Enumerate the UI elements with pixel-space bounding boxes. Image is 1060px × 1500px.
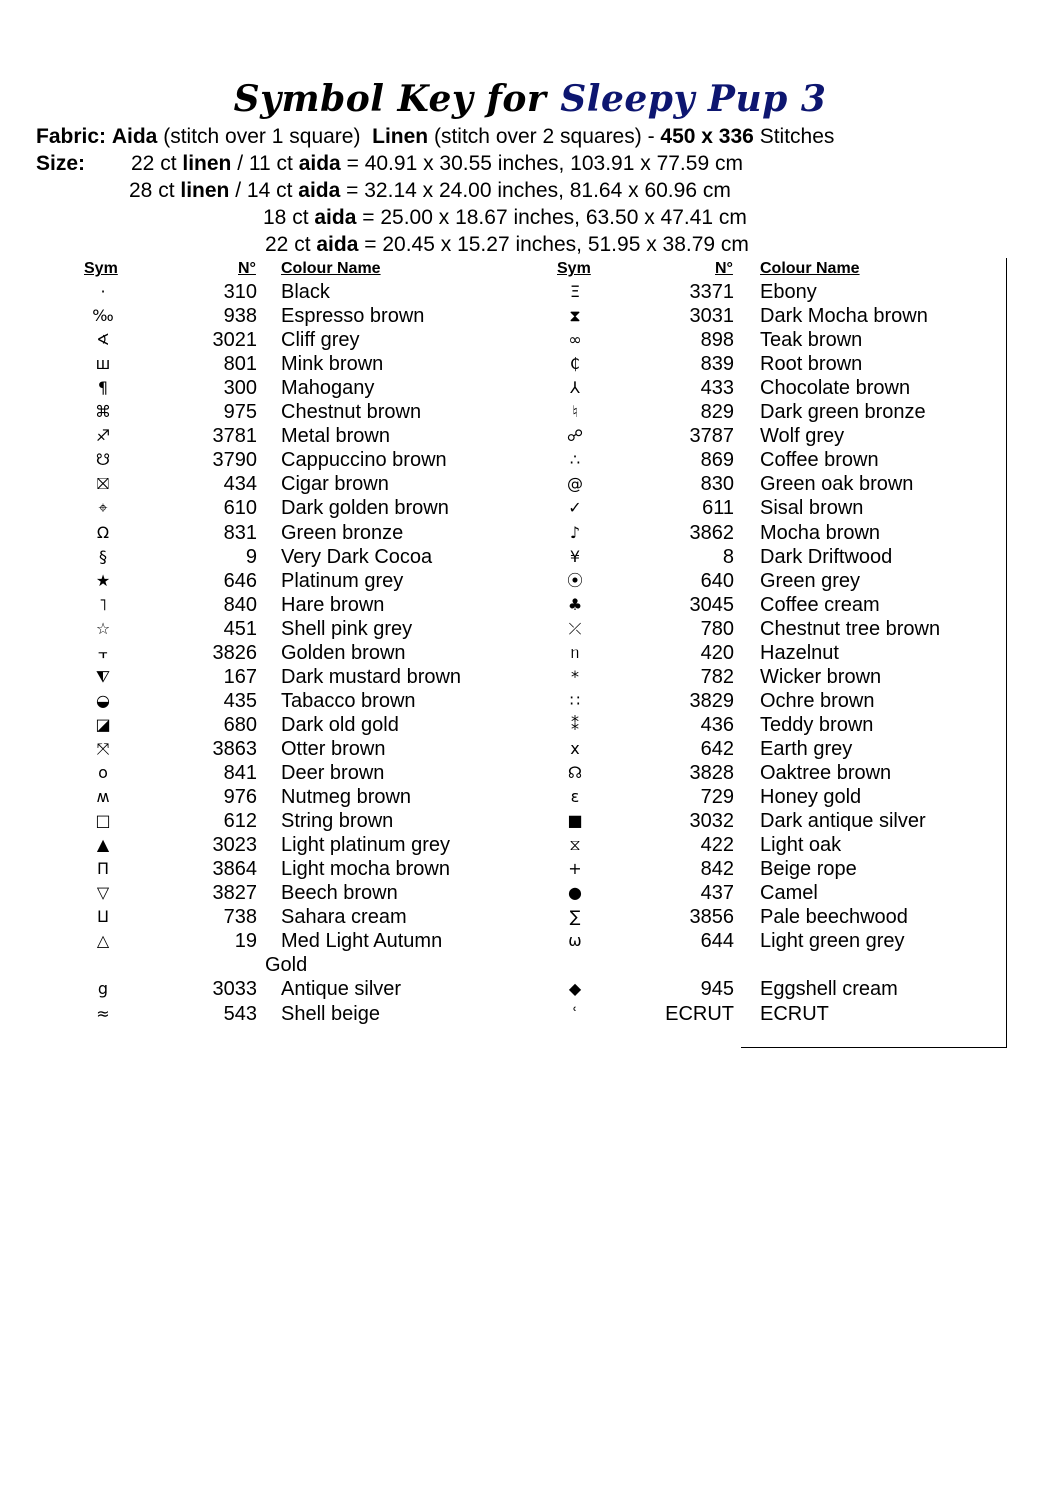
colour-name: Nutmeg brown bbox=[281, 786, 412, 809]
header-name-left: Colour Name bbox=[281, 260, 381, 277]
fabric-linen: Linen bbox=[372, 125, 429, 148]
colour-number: 830 bbox=[700, 473, 734, 496]
colour-number: 3856 bbox=[689, 906, 734, 929]
symbol-icon: ω bbox=[568, 931, 582, 951]
header-num-left: N° bbox=[238, 260, 256, 277]
symbol-icon: ʿ bbox=[572, 1003, 578, 1023]
symbol-icon: § bbox=[99, 546, 107, 566]
size-count: 28 ct bbox=[129, 179, 175, 202]
colour-name: Root brown bbox=[760, 353, 863, 376]
size-count: / 11 ct bbox=[237, 152, 293, 175]
colour-name: Camel bbox=[760, 882, 818, 905]
colour-name: Dark mustard brown bbox=[281, 665, 462, 688]
symbol-icon: ⦿ bbox=[566, 570, 583, 590]
colour-name: Coffee brown bbox=[760, 449, 879, 472]
size-label: Size: bbox=[36, 152, 86, 175]
fabric-label: Fabric: bbox=[36, 125, 107, 148]
symbol-icon: ▽ bbox=[96, 883, 110, 903]
size-count: 22 ct bbox=[265, 233, 311, 256]
symbol-icon: ◆ bbox=[568, 979, 582, 999]
colour-name: Green grey bbox=[760, 569, 861, 592]
size-dimensions: = 40.91 x 30.55 inches, 103.91 x 77.59 cm bbox=[346, 152, 743, 175]
size-line bbox=[263, 206, 747, 230]
symbol-icon: ∢ bbox=[96, 330, 110, 350]
header-num-right: N° bbox=[715, 260, 733, 277]
symbol-icon: ⌘ bbox=[95, 402, 111, 422]
colour-number: 831 bbox=[223, 521, 257, 544]
colour-number: 8 bbox=[722, 545, 734, 568]
colour-number: 869 bbox=[700, 449, 734, 472]
colour-number: 898 bbox=[700, 329, 734, 352]
colour-name: Oaktree brown bbox=[760, 762, 892, 784]
colour-number: 640 bbox=[700, 569, 734, 592]
colour-name: Platinum grey bbox=[281, 569, 404, 592]
colour-number: 3863 bbox=[212, 737, 257, 760]
colour-number: 839 bbox=[700, 353, 734, 376]
symbol-icon: ☍ bbox=[566, 426, 584, 446]
colour-number: 945 bbox=[700, 978, 734, 1001]
symbol-icon: x bbox=[570, 738, 580, 758]
colour-name: Hare brown bbox=[281, 593, 385, 616]
colour-name: Ochre brown bbox=[760, 689, 875, 712]
symbol-icon: Ξ bbox=[569, 282, 581, 301]
colour-number: 3862 bbox=[689, 521, 734, 544]
colour-number: 842 bbox=[700, 858, 734, 881]
size-dimensions: = 25.00 x 18.67 inches, 63.50 x 47.41 cm bbox=[362, 206, 747, 229]
colour-name: Mahogany bbox=[281, 377, 375, 400]
symbol-icon: ☆ bbox=[95, 618, 111, 638]
symbol-icon: ⧖ bbox=[569, 835, 581, 855]
symbol-icon: ⵡ bbox=[96, 907, 110, 927]
symbol-icon: ⧗ bbox=[569, 306, 581, 326]
colour-number: 437 bbox=[700, 882, 734, 905]
symbol-icon: ш bbox=[95, 354, 111, 374]
symbol-icon: ⌖ bbox=[98, 498, 108, 518]
colour-number: 612 bbox=[223, 810, 257, 833]
colour-number: 3787 bbox=[689, 425, 734, 448]
symbol-icon: ₵ bbox=[569, 354, 581, 374]
colour-number: 840 bbox=[223, 593, 257, 616]
colour-name: Chestnut brown bbox=[281, 401, 422, 424]
symbol-icon: ■ bbox=[567, 811, 583, 831]
colour-name: Black bbox=[281, 281, 330, 303]
symbol-icon: o bbox=[98, 763, 108, 782]
colour-number: 543 bbox=[223, 1002, 257, 1025]
symbol-icon: ▲ bbox=[96, 835, 110, 855]
colour-name: Coffee cream bbox=[760, 593, 880, 616]
symbol-icon: Π bbox=[96, 859, 110, 879]
colour-number: 3790 bbox=[212, 449, 257, 472]
colour-name: Beige rope bbox=[760, 858, 857, 881]
colour-name: Pale beechwood bbox=[760, 906, 908, 929]
colour-number: 610 bbox=[223, 497, 257, 520]
colour-number: 3371 bbox=[689, 281, 734, 303]
colour-name: Beech brown bbox=[281, 882, 398, 905]
stitches-label: Stitches bbox=[759, 125, 835, 148]
colour-name: Antique silver bbox=[281, 978, 402, 1001]
colour-number: 167 bbox=[223, 665, 257, 688]
colour-number: 738 bbox=[223, 906, 257, 929]
symbol-icon: ☋ bbox=[95, 450, 111, 470]
colour-number: 3032 bbox=[689, 810, 734, 833]
colour-name: Light green grey bbox=[760, 930, 905, 953]
colour-number: 434 bbox=[223, 473, 257, 496]
colour-number: 3021 bbox=[212, 329, 257, 352]
colour-number: 729 bbox=[700, 786, 734, 809]
colour-name: Hazelnut bbox=[760, 641, 839, 664]
title-pattern-name: Sleepy Pup 3 bbox=[560, 78, 827, 120]
symbol-icon: ˥ bbox=[99, 594, 107, 614]
symbol-icon: ‰ bbox=[92, 306, 114, 326]
size-fabric: linen bbox=[182, 152, 232, 175]
symbol-icon: * bbox=[571, 666, 579, 686]
fabric-aida-note: (stitch over 1 square) bbox=[163, 125, 361, 148]
colour-number: 310 bbox=[223, 281, 257, 303]
colour-number: 422 bbox=[700, 834, 734, 857]
colour-number: 3864 bbox=[212, 858, 257, 881]
symbol-icon: ∑ bbox=[569, 907, 581, 927]
size-fabric: aida bbox=[314, 206, 357, 229]
header-sym-left: Sym bbox=[84, 260, 118, 277]
colour-number: 451 bbox=[223, 617, 257, 640]
symbol-icon: ⤫ bbox=[568, 618, 582, 638]
symbol-icon: ¶ bbox=[97, 378, 109, 398]
fabric-aida: Aida bbox=[111, 125, 158, 148]
colour-name: Dark old gold bbox=[281, 713, 399, 736]
symbol-icon: ⁑ bbox=[571, 714, 579, 734]
colour-name: Wicker brown bbox=[760, 665, 882, 688]
symbol-icon: ∷ bbox=[569, 690, 581, 710]
colour-number: 420 bbox=[700, 641, 734, 664]
colour-name: Light platinum grey bbox=[281, 834, 450, 857]
size-fabric: aida bbox=[298, 179, 341, 202]
colour-name: Dark Driftwood bbox=[760, 545, 893, 568]
colour-number: 841 bbox=[223, 762, 257, 784]
size-line bbox=[265, 233, 749, 257]
symbol-icon: ⛝ bbox=[96, 474, 110, 494]
colour-number: 829 bbox=[700, 401, 734, 424]
colour-name: Honey gold bbox=[760, 786, 862, 809]
colour-name: Mocha brown bbox=[760, 521, 881, 544]
colour-name: Espresso brown bbox=[281, 305, 425, 328]
symbol-icon: @ bbox=[567, 474, 583, 494]
colour-number: 436 bbox=[700, 713, 734, 736]
colour-name: Green oak brown bbox=[760, 473, 914, 496]
symbol-icon: ¥ bbox=[569, 546, 581, 566]
colour-number: 782 bbox=[700, 665, 734, 688]
colour-name: Dark green bronze bbox=[760, 401, 926, 424]
symbol-icon: Ω bbox=[96, 522, 110, 542]
size-fabric: aida bbox=[316, 233, 359, 256]
symbol-icon: ● bbox=[568, 883, 582, 903]
colour-name: Green bronze bbox=[281, 521, 404, 544]
colour-number: 976 bbox=[223, 786, 257, 809]
right-border bbox=[1006, 258, 1007, 1048]
colour-number: 3826 bbox=[212, 641, 257, 664]
size-line bbox=[131, 152, 743, 176]
colour-number: 975 bbox=[223, 401, 257, 424]
colour-name: Metal brown bbox=[281, 425, 390, 448]
symbol-icon: ✓ bbox=[568, 498, 582, 518]
symbol-icon: ≈ bbox=[96, 1003, 110, 1023]
symbol-icon: · bbox=[100, 282, 106, 301]
bottom-border bbox=[741, 1047, 1007, 1048]
size-count: 18 ct bbox=[263, 206, 309, 229]
symbol-icon: ♣ bbox=[567, 594, 583, 614]
colour-name: Ebony bbox=[760, 281, 817, 303]
colour-number: 9 bbox=[245, 545, 257, 568]
symbol-icon: ♐ bbox=[95, 426, 111, 446]
size-fabric: aida bbox=[298, 152, 341, 175]
colour-number: 3781 bbox=[212, 425, 257, 448]
symbol-icon: ⧨ bbox=[95, 666, 111, 686]
colour-name: Light oak bbox=[760, 834, 842, 857]
symbol-icon: ∞ bbox=[568, 330, 582, 350]
symbol-icon: ◪ bbox=[95, 714, 111, 734]
colour-name: Teddy brown bbox=[760, 713, 874, 736]
title-prefix: Symbol Key for bbox=[233, 78, 547, 120]
colour-number: 3829 bbox=[689, 689, 734, 712]
colour-number: 3828 bbox=[689, 762, 734, 784]
symbol-icon: ♮ bbox=[572, 402, 578, 422]
fabric-line bbox=[36, 125, 834, 149]
colour-number: 433 bbox=[700, 377, 734, 400]
colour-name: Chocolate brown bbox=[760, 377, 911, 400]
colour-name: Sahara cream bbox=[281, 906, 407, 929]
colour-number: 3045 bbox=[689, 593, 734, 616]
colour-name: Eggshell cream bbox=[760, 978, 898, 1001]
colour-name: Dark Mocha brown bbox=[760, 305, 928, 328]
colour-number: ECRUT bbox=[665, 1002, 734, 1025]
symbol-icon: ★ bbox=[95, 570, 111, 590]
colour-name: Teak brown bbox=[760, 329, 863, 352]
colour-name: Chestnut tree brown bbox=[760, 617, 941, 640]
symbol-icon: ∴ bbox=[569, 450, 581, 470]
symbol-icon: ᥒ bbox=[570, 642, 580, 662]
colour-name: Earth grey bbox=[760, 737, 853, 760]
colour-name: Wolf grey bbox=[760, 425, 845, 448]
symbol-icon: ⅄ bbox=[570, 378, 580, 398]
colour-name: Shell beige bbox=[281, 1002, 380, 1025]
colour-number: 780 bbox=[700, 617, 734, 640]
symbol-icon: △ bbox=[96, 931, 110, 951]
colour-name: Shell pink grey bbox=[281, 617, 413, 640]
colour-number: 300 bbox=[223, 377, 257, 400]
symbol-icon: ♪ bbox=[569, 522, 581, 542]
colour-name: ECRUT bbox=[760, 1002, 829, 1025]
colour-number: 3023 bbox=[212, 834, 257, 857]
colour-name: Tabacco brown bbox=[281, 689, 416, 712]
symbol-icon: ⤧ bbox=[96, 738, 110, 758]
colour-number: 435 bbox=[223, 689, 257, 712]
colour-number: 3033 bbox=[212, 978, 257, 1001]
symbol-icon: + bbox=[568, 859, 582, 879]
colour-name: String brown bbox=[281, 810, 394, 833]
colour-number: 611 bbox=[702, 497, 734, 520]
colour-name: Cigar brown bbox=[281, 473, 389, 496]
colour-number: 646 bbox=[223, 569, 257, 592]
colour-name: Cappuccino brown bbox=[281, 449, 447, 472]
colour-number: 642 bbox=[700, 737, 734, 760]
colour-number: 644 bbox=[700, 930, 734, 953]
symbol-icon: ☊ bbox=[567, 763, 583, 782]
symbol-icon: □ bbox=[95, 811, 111, 831]
colour-name: Golden brown bbox=[281, 641, 406, 664]
symbol-icon: ◒ bbox=[96, 690, 110, 710]
header-name-right: Colour Name bbox=[760, 260, 860, 277]
size-dimensions: = 32.14 x 24.00 inches, 81.64 x 60.96 cm bbox=[346, 179, 731, 202]
colour-name: Sisal brown bbox=[760, 497, 864, 520]
stitch-count: 450 x 336 bbox=[660, 125, 754, 148]
colour-name: Deer brown bbox=[281, 762, 385, 784]
colour-name: Very Dark Cocoa bbox=[281, 545, 433, 568]
size-count: 22 ct bbox=[131, 152, 177, 175]
colour-name: Otter brown bbox=[281, 737, 386, 760]
fabric-linen-note: (stitch over 2 squares) - bbox=[433, 125, 655, 148]
size-line bbox=[129, 179, 731, 203]
symbol-icon: ʍ bbox=[96, 787, 110, 807]
colour-name: Cliff grey bbox=[281, 329, 360, 352]
symbol-icon: ⫟ bbox=[98, 642, 108, 662]
colour-number: 19 bbox=[234, 930, 257, 953]
colour-number: 3827 bbox=[212, 882, 257, 905]
header-sym-right: Sym bbox=[557, 260, 591, 277]
size-fabric: linen bbox=[180, 179, 230, 202]
page-title bbox=[0, 78, 1060, 120]
colour-name: Med Light Autumn bbox=[281, 930, 443, 953]
size-count: / 14 ct bbox=[235, 179, 293, 202]
colour-name: Dark antique silver bbox=[760, 810, 926, 833]
colour-number: 801 bbox=[223, 353, 257, 376]
colour-name: Dark golden brown bbox=[281, 497, 449, 520]
colour-number: 938 bbox=[223, 305, 257, 328]
colour-number: 3031 bbox=[689, 305, 734, 328]
size-dimensions: = 20.45 x 15.27 inches, 51.95 x 38.79 cm bbox=[364, 233, 749, 256]
symbol-icon: ε bbox=[570, 787, 580, 807]
colour-number: 680 bbox=[223, 713, 257, 736]
colour-name-continued: Gold bbox=[265, 954, 308, 977]
colour-name: Mink brown bbox=[281, 353, 384, 376]
symbol-icon: g bbox=[97, 979, 109, 999]
colour-name: Light mocha brown bbox=[281, 858, 450, 881]
